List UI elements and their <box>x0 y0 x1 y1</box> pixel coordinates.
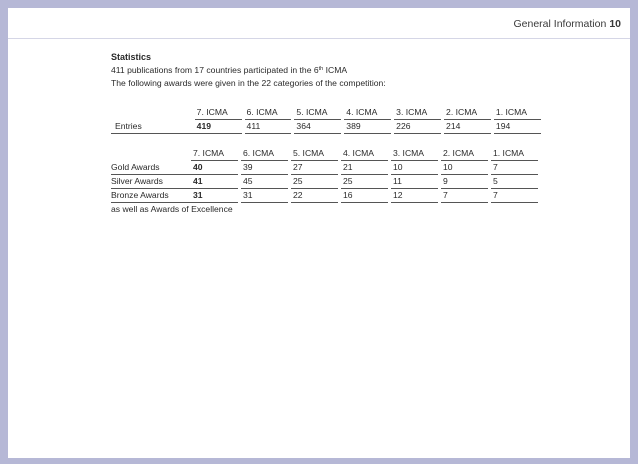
table-cell: 39 <box>241 161 288 175</box>
table-cell: 40 <box>191 161 238 175</box>
row-label: Silver Awards <box>111 175 191 189</box>
page-header <box>8 8 630 46</box>
entries-col-header: 1. ICMA <box>494 106 541 120</box>
entries-col-header: 2. ICMA <box>444 106 491 120</box>
header-page-number: 10 <box>609 18 621 30</box>
entries-col-header: 4. ICMA <box>344 106 391 120</box>
entries-table-header <box>111 106 541 120</box>
entries-col-header: 5. ICMA <box>294 106 341 120</box>
header-section: General Information <box>513 18 607 30</box>
awards-table-header <box>111 147 538 161</box>
row-label: Gold Awards <box>111 161 191 175</box>
awards-col-header: 3. ICMA <box>391 147 438 161</box>
statistics-line-1-tail: ICMA <box>323 65 348 75</box>
table-row <box>111 175 538 189</box>
table-row <box>111 161 538 175</box>
entries-table <box>111 106 541 134</box>
statistics-section <box>111 51 541 216</box>
table-cell: 22 <box>291 189 338 203</box>
table-cell: 214 <box>444 120 491 134</box>
table-cell: 10 <box>391 161 438 175</box>
statistics-line-2: The following awards were given in the 22 categories of the competition: <box>111 78 386 88</box>
table-cell: 194 <box>494 120 541 134</box>
table-cell: 25 <box>341 175 388 189</box>
table-row <box>111 120 541 134</box>
row-label: Bronze Awards <box>111 189 191 203</box>
table-cell: 226 <box>394 120 441 134</box>
table-cell: 10 <box>441 161 488 175</box>
awards-header-blank <box>111 147 191 161</box>
table-cell: 31 <box>191 189 238 203</box>
table-cell: 16 <box>341 189 388 203</box>
document-page <box>8 8 630 458</box>
table-cell: 27 <box>291 161 338 175</box>
statistics-title: Statistics <box>111 52 152 62</box>
table-cell: 11 <box>391 175 438 189</box>
table-cell: 7 <box>491 161 538 175</box>
header-divider <box>8 38 630 39</box>
table-cell: 31 <box>241 189 288 203</box>
awards-footnote: as well as Awards of Excellence <box>111 204 233 214</box>
entries-col-header: 7. ICMA <box>195 106 242 120</box>
entries-header-blank <box>111 106 195 120</box>
entries-col-header: 6. ICMA <box>245 106 292 120</box>
awards-col-header: 2. ICMA <box>441 147 488 161</box>
header-title <box>514 18 622 30</box>
statistics-line-1-text: 411 publications from 17 countries participated in the 6 <box>111 65 319 75</box>
row-label: Entries <box>111 120 195 134</box>
table-cell: 389 <box>344 120 391 134</box>
awards-col-header: 1. ICMA <box>491 147 538 161</box>
awards-col-header: 5. ICMA <box>291 147 338 161</box>
awards-col-header: 6. ICMA <box>241 147 288 161</box>
statistics-line-1-sup: th <box>318 66 324 72</box>
table-cell: 7 <box>441 189 488 203</box>
table-cell: 411 <box>245 120 292 134</box>
table-cell: 364 <box>294 120 341 134</box>
table-row <box>111 189 538 203</box>
awards-table <box>111 147 538 203</box>
table-cell: 41 <box>191 175 238 189</box>
table-cell: 45 <box>241 175 288 189</box>
table-cell: 7 <box>491 189 538 203</box>
entries-col-header: 3. ICMA <box>394 106 441 120</box>
statistics-line-1 <box>111 64 541 77</box>
table-cell: 21 <box>341 161 388 175</box>
table-cell: 9 <box>441 175 488 189</box>
awards-col-header: 4. ICMA <box>341 147 388 161</box>
table-cell: 419 <box>195 120 242 134</box>
table-cell: 12 <box>391 189 438 203</box>
table-cell: 25 <box>291 175 338 189</box>
awards-col-header: 7. ICMA <box>191 147 238 161</box>
table-cell: 5 <box>491 175 538 189</box>
